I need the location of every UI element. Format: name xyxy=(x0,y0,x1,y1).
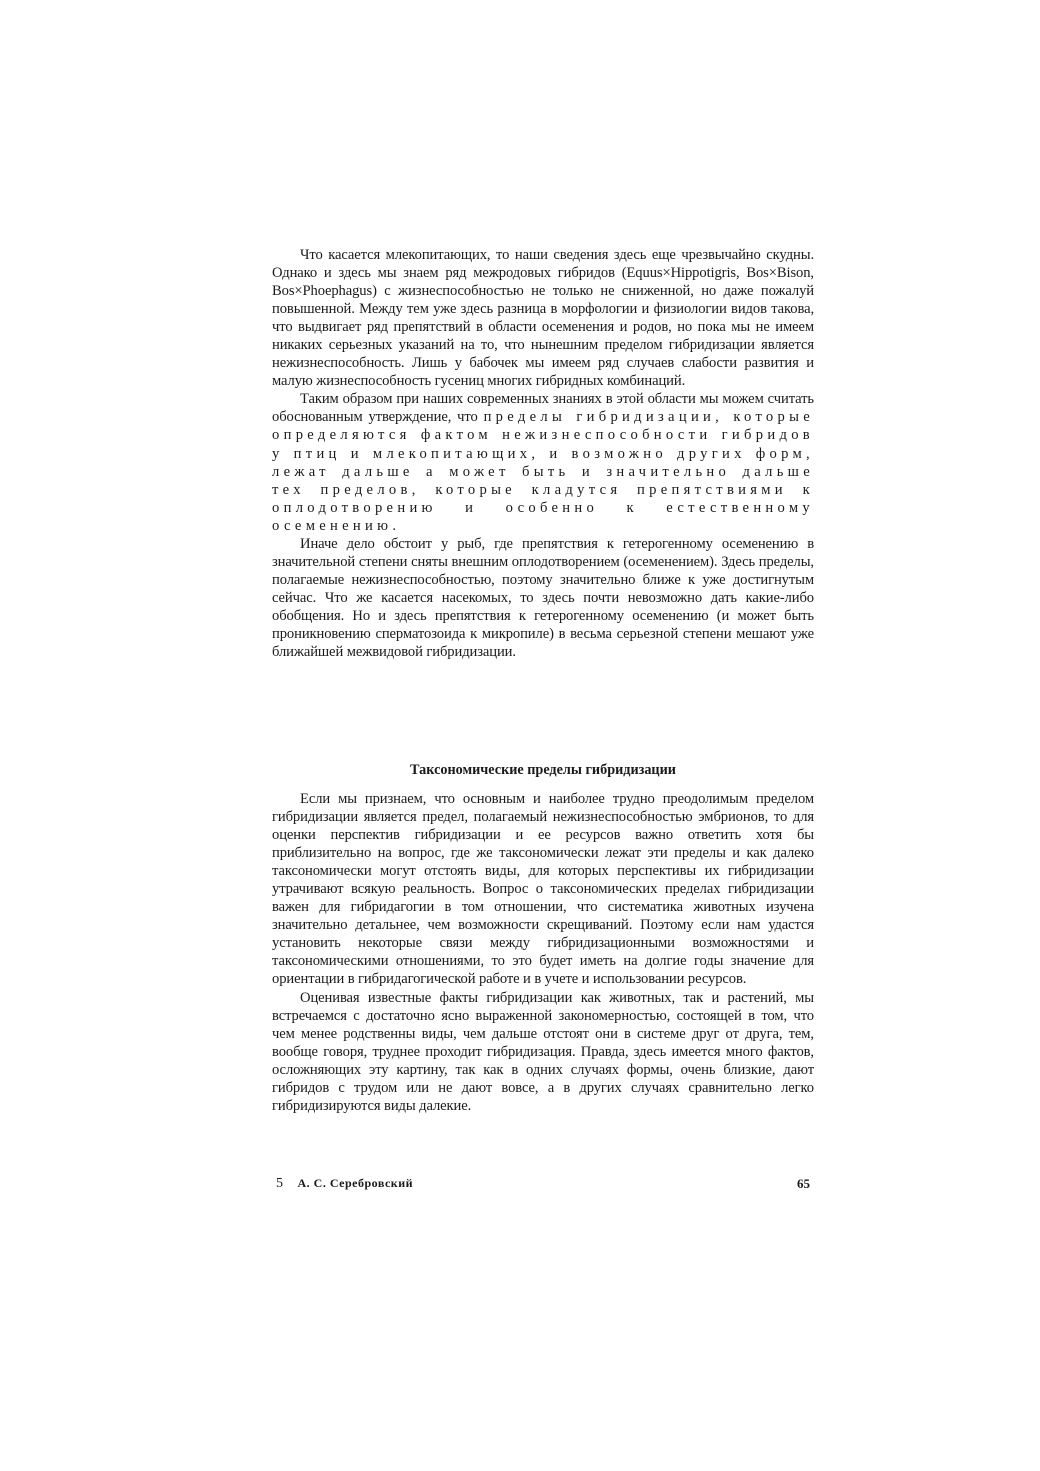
signature-number: 5 xyxy=(276,1176,284,1191)
paragraph-conclusion xyxy=(272,390,814,534)
document-page xyxy=(272,246,815,1191)
paragraph-fish-insects: Иначе дело обстоит у рыб, где препятствия к гетерогенному осеменению в значительной степени сняты внешним оплодотворением (осеменением). Здесь пределы, полагаемые нежизнеспособностью, поэтому значительно ближе к уже достигнутым сейчас. Что же касается насекомых, то здесь почти невозможно дать какие-либо обобщения. Но и здесь препятствия к гетерогенному осеменению (и может быть проникновению сперматозоида к микропиле) в весьма серьезной степени мешают уже ближайшей межвидовой гибридизации. xyxy=(272,535,814,661)
page-number: 65 xyxy=(797,1176,810,1191)
paragraph-taxonomy-intro: Если мы признаем, что основным и наиболее трудно преодолимым пределом гибридизации является предел, полагаемый нежизнеспособностью эмбрионов, то для оценки перспектив гибридизации и ее ресурсов важно ответить хотя бы приблизительно на вопрос, где же таксономически лежат эти пределы и как далеко таксономически могут отстоять виды, для которых перспективы их гибридизации утрачивают всякую реальность. Вопрос о таксономических пределах гибридизации важен для гибридагогии в том отношении, что систематика животных изучена значительно детальнее, чем возможности скрещиваний. Поэтому если нам удастся установить некоторые связи между гибридизационными возможностями и таксономическими отношениями, то это будет иметь на долгие годы значение для ориентации в гибридагогической работе и в учете и использовании ресурсов. xyxy=(272,791,814,988)
section-heading: Таксономические пределы гибридизации xyxy=(410,762,676,778)
footer-author-line xyxy=(276,1176,413,1192)
page-footer xyxy=(276,1176,810,1192)
paragraph-conclusion-emphasis: пределы гибридизации, которые определяются фактом нежизнеспособности гибридов у птиц и млекопитающих, и возможно других форм, лежат дальше а может быть и значительно дальше тех пределов, которые кладутся препятствиями к оплодотворению и особенно к естественному осеменению. xyxy=(272,409,815,534)
author-name: А. С. Серебровский xyxy=(297,1176,414,1190)
paragraph-taxonomy-regularity: Оценивая известные факты гибридизации как животных, так и растений, мы встречаемся с достаточно ясно выраженной закономерностью, состоящей в том, что чем менее родственны виды, чем дальше отстоят они в системе друг от друга, тем, вообще говоря, труднее проходит гибридизация. Правда, здесь имеется много фактов, осложняющих эту картину, так как в одних случаях формы, очень близкие, дают гибридов с трудом или не дают вовсе, а в других случаях сравнительно легко гибридизируются виды далекие. xyxy=(272,989,814,1114)
paragraph-mammals: Что касается млекопитающих, то наши сведения здесь еще чрезвычайно скудны. Однако и здесь мы знаем ряд межродовых гибридов (Equus×Hippotigris, Bos×Bison, Bos×Phoephagus) с жизнеспособностью не только не сниженной, но даже пожалуй повышенной. Между тем уже здесь разница в морфологии и физиологии видов такова, что выдвигает ряд препятствий в области осеменения и родов, но пока мы не имеем никаких серьезных указаний на то, что нынешним пределом гибридизации является нежизнеспособность. Лишь у бабочек мы имеем ряд случаев слабости развития и малую жизнеспособность гусениц многих гибридных комбинаций. xyxy=(272,247,814,390)
section-taxonomic xyxy=(272,790,814,1115)
paragraph-conclusion-intro: Таким образом при наших современных знаниях в этой области мы можем считать обоснованным утверждение, что xyxy=(272,391,814,426)
